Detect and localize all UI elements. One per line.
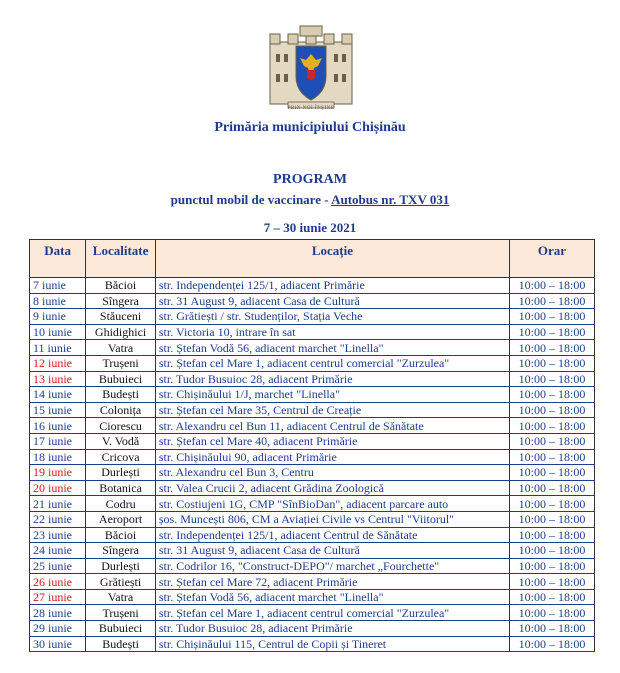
vaccination-schedule-table (29, 239, 595, 652)
row-hours: 10:00 – 18:00 (510, 278, 595, 294)
row-hours: 10:00 – 18:00 (510, 496, 595, 512)
row-hours: 10:00 – 18:00 (510, 418, 595, 434)
table-row (30, 402, 595, 418)
row-address: str. 31 August 9, adiacent Casa de Cultură (155, 293, 509, 309)
table-row (30, 465, 595, 481)
row-locality: Bubuieci (86, 621, 156, 637)
column-header-hours: Orar (510, 240, 595, 278)
row-address: str. Codrilor 16, "Construct-DEPO"/ marchet „Fourchette" (155, 558, 509, 574)
row-hours: 10:00 – 18:00 (510, 527, 595, 543)
row-date: 12 iunie (30, 355, 86, 371)
column-header-date: Data (30, 240, 86, 278)
row-hours: 10:00 – 18:00 (510, 543, 595, 559)
table-row (30, 605, 595, 621)
row-address: str. Tudor Busuioc 28, adiacent Primărie (155, 371, 509, 387)
row-locality: Cricova (86, 449, 156, 465)
row-address: str. Ștefan cel Mare 1, adiacent centrul comercial "Zurzulea" (155, 355, 509, 371)
row-hours: 10:00 – 18:00 (510, 293, 595, 309)
row-address: str. Chișinăului 1/J, marchet "Linella" (155, 387, 509, 403)
row-date: 14 iunie (30, 387, 86, 403)
row-date: 22 iunie (30, 511, 86, 527)
row-locality: Botanica (86, 480, 156, 496)
table-row (30, 589, 595, 605)
table-row (30, 574, 595, 590)
row-address: str. Ștefan Vodă 56, adiacent marchet "Linella" (155, 589, 509, 605)
row-date: 24 iunie (30, 543, 86, 559)
row-locality: Bubuieci (86, 371, 156, 387)
row-date: 23 iunie (30, 527, 86, 543)
row-locality: Codru (86, 496, 156, 512)
table-row (30, 340, 595, 356)
row-date: 29 iunie (30, 621, 86, 637)
table-row (30, 371, 595, 387)
row-locality: Colonița (86, 402, 156, 418)
table-header-row (30, 240, 595, 278)
row-address: str. Ștefan cel Mare 72, adiacent Primărie (155, 574, 509, 590)
row-locality: Durlești (86, 465, 156, 481)
row-date: 15 iunie (30, 402, 86, 418)
row-address: str. Independenței 125/1, adiacent Primărie (155, 278, 509, 294)
row-hours: 10:00 – 18:00 (510, 309, 595, 325)
chisinau-coat-of-arms-icon (266, 24, 356, 110)
row-date: 13 iunie (30, 371, 86, 387)
column-header-location: Locație (155, 240, 509, 278)
row-date: 28 iunie (30, 605, 86, 621)
row-address: str. Victoria 10, intrare în sat (155, 324, 509, 340)
row-date: 30 iunie (30, 636, 86, 652)
row-address: str. Alexandru cel Bun 3, Centru (155, 465, 509, 481)
coat-of-arms-motto: PRIN NOI ÎNȘINE (287, 106, 335, 111)
row-date: 11 iunie (30, 340, 86, 356)
table-row (30, 636, 595, 652)
row-address: str. Ștefan Vodă 56, adiacent marchet "Linella" (155, 340, 509, 356)
row-locality: Stăuceni (86, 309, 156, 325)
row-hours: 10:00 – 18:00 (510, 449, 595, 465)
row-locality: Ghidighici (86, 324, 156, 340)
row-hours: 10:00 – 18:00 (510, 371, 595, 387)
row-address: str. Grătiești / str. Studenților, Stația Veche (155, 309, 509, 325)
row-address: str. Chișinăului 90, adiacent Primărie (155, 449, 509, 465)
row-hours: 10:00 – 18:00 (510, 465, 595, 481)
row-date: 8 iunie (30, 293, 86, 309)
table-row (30, 355, 595, 371)
row-hours: 10:00 – 18:00 (510, 340, 595, 356)
program-title: PROGRAM (273, 172, 347, 187)
row-address: str. Independenței 125/1, adiacent Centrul de Sănătate (155, 527, 509, 543)
row-locality: Sîngera (86, 293, 156, 309)
row-locality: Budești (86, 387, 156, 403)
table-row (30, 278, 595, 294)
row-hours: 10:00 – 18:00 (510, 355, 595, 371)
row-locality: V. Vodă (86, 433, 156, 449)
table-row (30, 558, 595, 574)
program-date-range: 7 – 30 iunie 2021 (263, 220, 357, 235)
row-address: str. Ștefan cel Mare 40, adiacent Primărie (155, 433, 509, 449)
program-subtitle (0, 192, 620, 208)
table-row (30, 418, 595, 434)
row-locality: Vatra (86, 589, 156, 605)
row-locality: Ciorescu (86, 418, 156, 434)
bus-number-link[interactable]: Autobus nr. TXV 031 (331, 192, 450, 207)
row-address: str. Alexandru cel Bun 11, adiacent Centrul de Sănătate (155, 418, 509, 434)
table-row (30, 511, 595, 527)
row-address: str. Valea Crucii 2, adiacent Grădina Zoologică (155, 480, 509, 496)
organization-name: Primăria municipiului Chișinău (214, 120, 406, 135)
row-locality: Băcioi (86, 527, 156, 543)
row-date: 17 iunie (30, 433, 86, 449)
table-row (30, 433, 595, 449)
table-row (30, 621, 595, 637)
table-row (30, 496, 595, 512)
program-subtitle-prefix: punctul mobil de vaccinare - (170, 192, 332, 207)
row-date: 16 iunie (30, 418, 86, 434)
row-locality: Grătiești (86, 574, 156, 590)
row-locality: Aeroport (86, 511, 156, 527)
table-row (30, 387, 595, 403)
row-locality: Trușeni (86, 355, 156, 371)
row-date: 19 iunie (30, 465, 86, 481)
row-date: 21 iunie (30, 496, 86, 512)
row-hours: 10:00 – 18:00 (510, 433, 595, 449)
row-hours: 10:00 – 18:00 (510, 511, 595, 527)
table-row (30, 309, 595, 325)
schedule-rows (30, 278, 595, 652)
row-locality: Budești (86, 636, 156, 652)
row-date: 26 iunie (30, 574, 86, 590)
row-hours: 10:00 – 18:00 (510, 402, 595, 418)
table-row (30, 293, 595, 309)
row-hours: 10:00 – 18:00 (510, 621, 595, 637)
row-locality: Sîngera (86, 543, 156, 559)
row-locality: Băcioi (86, 278, 156, 294)
row-hours: 10:00 – 18:00 (510, 589, 595, 605)
row-hours: 10:00 – 18:00 (510, 387, 595, 403)
row-hours: 10:00 – 18:00 (510, 636, 595, 652)
row-date: 7 iunie (30, 278, 86, 294)
row-address: str. Costiujeni 1G, CMP "SînBioDan", adiacent parcare auto (155, 496, 509, 512)
row-hours: 10:00 – 18:00 (510, 605, 595, 621)
table-row (30, 527, 595, 543)
row-date: 25 iunie (30, 558, 86, 574)
row-address: str. Chișinăului 115, Centrul de Copii și Tineret (155, 636, 509, 652)
table-row (30, 543, 595, 559)
row-address: str. 31 August 9, adiacent Casa de Cultură (155, 543, 509, 559)
row-address: str. Ștefan cel Mare 35, Centrul de Creație (155, 402, 509, 418)
table-row (30, 449, 595, 465)
row-date: 18 iunie (30, 449, 86, 465)
row-hours: 10:00 – 18:00 (510, 480, 595, 496)
row-hours: 10:00 – 18:00 (510, 324, 595, 340)
row-hours: 10:00 – 18:00 (510, 558, 595, 574)
row-address: str. Ștefan cel Mare 1, adiacent centrul comercial "Zurzulea" (155, 605, 509, 621)
row-date: 27 iunie (30, 589, 86, 605)
row-date: 10 iunie (30, 324, 86, 340)
row-date: 9 iunie (30, 309, 86, 325)
row-address: șos. Muncești 806, CM a Aviației Civile vs Centrul "Viitorul" (155, 511, 509, 527)
column-header-locality: Localitate (86, 240, 156, 278)
row-locality: Durlești (86, 558, 156, 574)
row-address: str. Tudor Busuioc 28, adiacent Primărie (155, 621, 509, 637)
row-date: 20 iunie (30, 480, 86, 496)
table-row (30, 480, 595, 496)
row-locality: Trușeni (86, 605, 156, 621)
row-locality: Vatra (86, 340, 156, 356)
row-hours: 10:00 – 18:00 (510, 574, 595, 590)
table-row (30, 324, 595, 340)
